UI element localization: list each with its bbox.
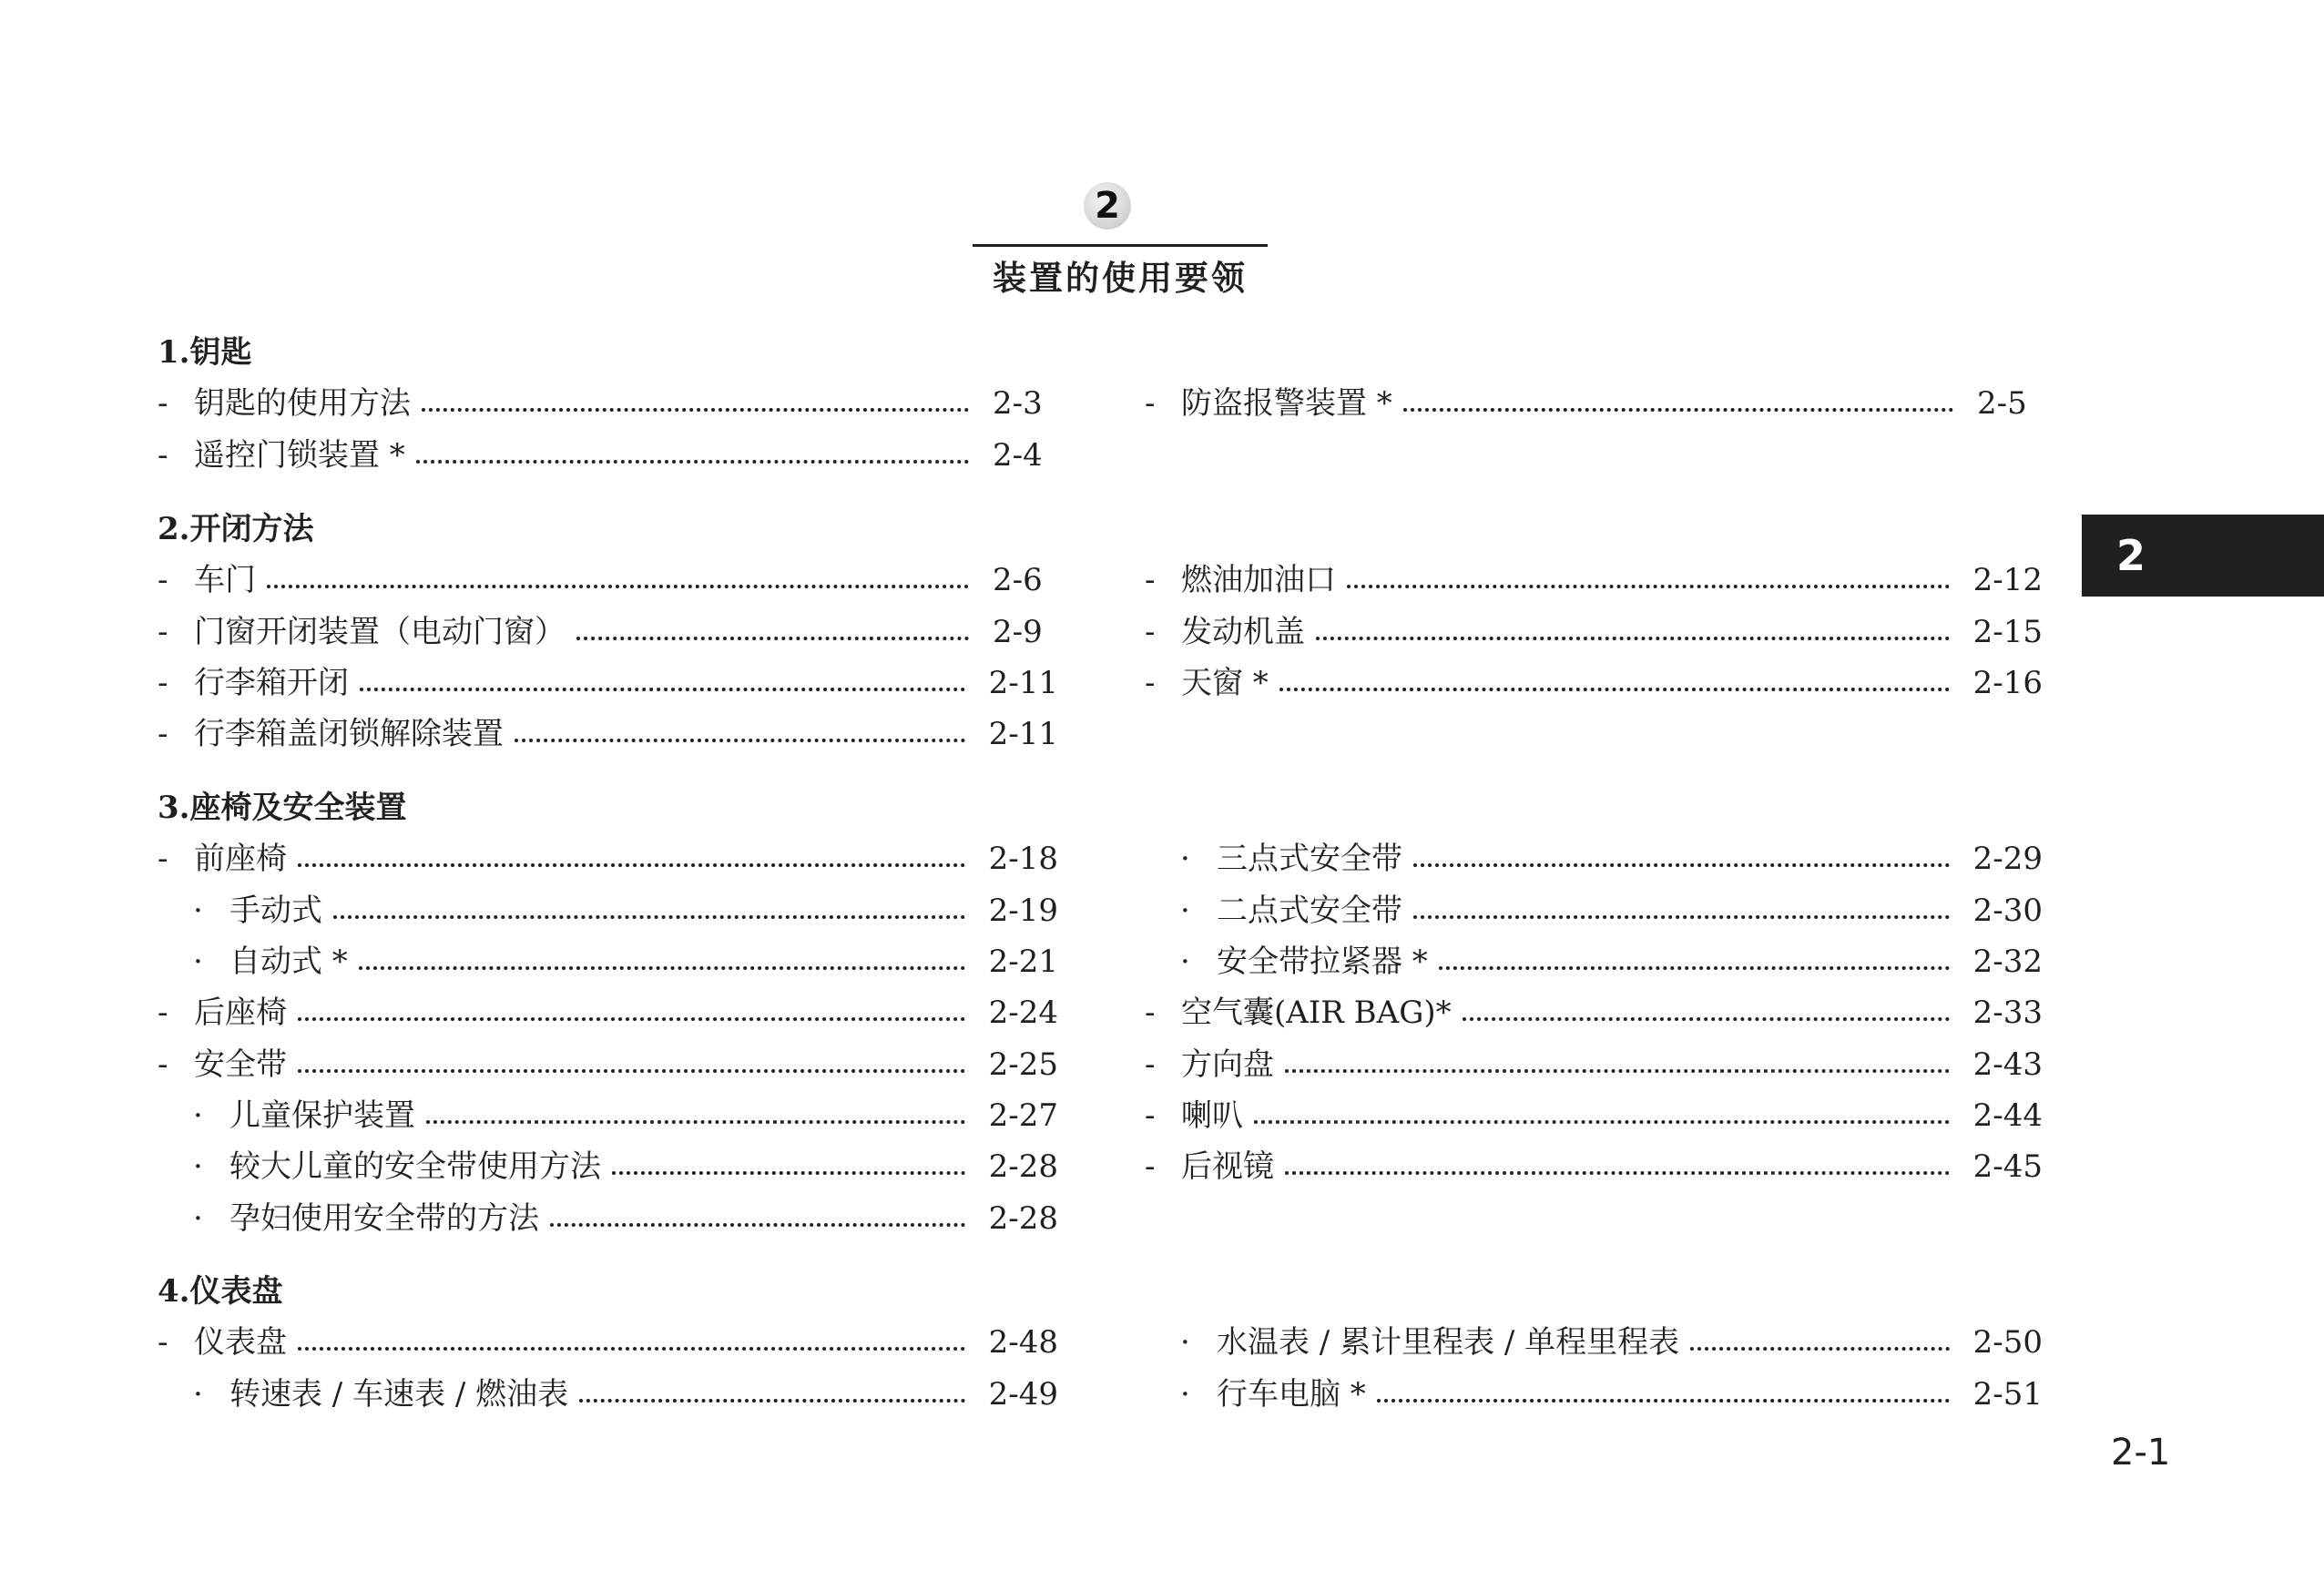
dot-leader (1285, 1171, 1950, 1175)
toc-entry-label: 行李箱盖闭锁解除装置 (194, 716, 504, 752)
toc-entry-page: 2-6 (993, 562, 1043, 598)
dot-leader (1254, 1120, 1950, 1124)
toc-entry-label: 二点式安全带 (1217, 893, 1402, 929)
dot-leader (1413, 915, 1950, 919)
toc-entry-page: 2-33 (1972, 995, 2043, 1031)
toc-entry[interactable] (1145, 607, 2043, 658)
toc-entry-page: 2-48 (988, 1324, 1058, 1361)
toc-entry[interactable] (1145, 987, 2043, 1038)
toc-entry-label: 自动式 * (229, 944, 348, 980)
section-title: 2.开闭方法 (158, 511, 314, 547)
toc-entry-page: 2-49 (988, 1376, 1058, 1413)
toc-entry-label: 后视镜 (1181, 1148, 1274, 1185)
dot-leader (579, 1399, 964, 1403)
toc-entry[interactable] (1145, 1039, 2043, 1090)
toc-entry-page: 2-11 (988, 665, 1058, 701)
toc-entry-marker: - (158, 841, 168, 877)
toc-entry-page: 2-44 (1972, 1097, 2043, 1134)
dot-leader (1279, 688, 1950, 691)
toc-entry-marker: - (1145, 665, 1156, 701)
dot-leader (515, 739, 965, 742)
toc-entry-marker: - (1145, 614, 1156, 650)
toc-entry-page: 2-51 (1972, 1376, 2043, 1413)
toc-entry-marker: - (1145, 995, 1156, 1031)
toc-entry-page: 2-18 (988, 841, 1058, 877)
dot-leader (1285, 1069, 1950, 1073)
toc-entry-marker: - (158, 665, 168, 701)
page-number: 2-1 (2111, 1432, 2171, 1474)
dot-leader (1347, 585, 1950, 588)
toc-entry-label: 仪表盘 (194, 1324, 287, 1361)
toc-entry-label: 手动式 (229, 893, 322, 929)
toc-entry-page: 2-24 (988, 995, 1058, 1031)
toc-entry-marker: · (1180, 1376, 1190, 1413)
dot-leader (416, 460, 969, 464)
toc-entry[interactable] (158, 1039, 1058, 1090)
toc-entry-marker: - (158, 562, 168, 598)
toc-entry-page: 2-19 (988, 893, 1058, 929)
toc-entry-label: 儿童保护装置 (229, 1097, 415, 1134)
toc-entry-label: 发动机盖 (1181, 614, 1305, 650)
toc-entry-page: 2-50 (1972, 1324, 2043, 1361)
dot-leader (550, 1223, 965, 1227)
dot-leader (612, 1171, 965, 1175)
chapter-number-badge: 2 (1084, 182, 1131, 230)
toc-entry-marker: · (193, 893, 203, 929)
chapter-side-tab[interactable]: 2 (2082, 515, 2324, 597)
toc-entry-label: 行李箱开闭 (194, 665, 349, 701)
toc-entry-marker: - (158, 1324, 168, 1361)
toc-entry-marker: - (158, 437, 168, 474)
section-title: 4.仪表盘 (158, 1273, 283, 1310)
toc-entry-page: 2-15 (1972, 614, 2043, 650)
toc-entry-marker: - (1145, 1046, 1156, 1083)
toc-entry-page: 2-45 (1972, 1148, 2043, 1185)
dot-leader (422, 408, 969, 412)
toc-entry[interactable] (1145, 1141, 2043, 1192)
toc-entry-marker: · (1180, 841, 1190, 877)
dot-leader (1403, 408, 1953, 412)
toc-entry[interactable] (158, 378, 1058, 429)
toc-entry-label: 安全带 (194, 1046, 287, 1083)
toc-entry[interactable] (1145, 1090, 2043, 1141)
toc-entry-marker: - (158, 614, 168, 650)
dot-leader (298, 1347, 965, 1351)
toc-entry-marker: · (1180, 944, 1190, 980)
toc-entry-label: 转速表 / 车速表 / 燃油表 (229, 1376, 569, 1413)
toc-entry[interactable] (158, 833, 1058, 884)
toc-entry-marker: · (1180, 1324, 1190, 1361)
toc-entry[interactable] (158, 430, 1058, 481)
toc-entry-marker: · (193, 1200, 203, 1237)
toc-entry-page: 2-9 (993, 614, 1043, 650)
toc-entry[interactable] (193, 1141, 1058, 1192)
toc-entry[interactable] (158, 658, 1058, 709)
toc-entry-label: 后座椅 (194, 995, 287, 1031)
toc-entry-label: 行车电脑 * (1217, 1376, 1366, 1413)
toc-entry[interactable] (1180, 885, 2043, 936)
section-title: 3.座椅及安全装置 (158, 790, 407, 826)
toc-entry[interactable] (158, 607, 1058, 658)
toc-entry[interactable] (193, 936, 1058, 987)
toc-entry-label: 车门 (194, 562, 256, 598)
toc-entry-marker: - (158, 995, 168, 1031)
toc-entry-label: 钥匙的使用方法 (194, 385, 411, 422)
toc-entry-page: 2-16 (1972, 665, 2043, 701)
toc-entry-label: 天窗 * (1181, 665, 1269, 701)
dot-leader (333, 915, 965, 919)
toc-entry-label: 门窗开闭装置（电动门窗） (194, 614, 566, 650)
dot-leader (1316, 637, 1950, 640)
toc-entry-marker: - (1145, 562, 1156, 598)
toc-entry-marker: - (158, 1046, 168, 1083)
toc-entry-label: 三点式安全带 (1217, 841, 1402, 877)
toc-entry[interactable] (1180, 1317, 2043, 1368)
toc-entry-marker: · (193, 1097, 203, 1134)
toc-entry-marker: · (193, 944, 203, 980)
toc-entry[interactable] (158, 709, 1058, 760)
dot-leader (298, 863, 965, 867)
toc-entry-page: 2-43 (1972, 1046, 2043, 1083)
toc-entry[interactable] (193, 1369, 1058, 1420)
toc-entry-marker: - (1145, 1097, 1156, 1134)
toc-entry[interactable] (1145, 658, 2043, 709)
dot-leader (360, 688, 965, 691)
toc-entry[interactable] (1180, 936, 2043, 987)
dot-leader (298, 1069, 965, 1073)
toc-entry[interactable] (1145, 555, 2043, 606)
toc-entry[interactable] (193, 885, 1058, 936)
toc-entry-marker: - (158, 385, 168, 422)
toc-entry-page: 2-12 (1972, 562, 2043, 598)
section-title: 1.钥匙 (158, 334, 252, 371)
toc-entry-marker: · (193, 1376, 203, 1413)
toc-entry-label: 孕妇使用安全带的方法 (229, 1200, 539, 1237)
toc-entry-label: 空气囊(AIR BAG)* (1181, 995, 1452, 1031)
toc-entry-label: 防盗报警装置 * (1181, 385, 1392, 422)
dot-leader (267, 585, 969, 588)
dot-leader (359, 966, 965, 970)
toc-entry-marker: - (158, 716, 168, 752)
toc-entry-page: 2-4 (993, 437, 1043, 474)
toc-entry[interactable] (158, 555, 1058, 606)
toc-entry-page: 2-29 (1972, 841, 2043, 877)
toc-entry[interactable] (158, 987, 1058, 1038)
dot-leader (1439, 966, 1950, 970)
toc-entry-label: 前座椅 (194, 841, 287, 877)
toc-entry[interactable] (193, 1090, 1058, 1141)
toc-entry-label: 安全带拉紧器 * (1217, 944, 1428, 980)
dot-leader (1413, 863, 1950, 867)
chapter-title: 装置的使用要领 (993, 258, 1248, 298)
toc-entry-label: 方向盘 (1181, 1046, 1274, 1083)
dot-leader (426, 1120, 965, 1124)
toc-entry-marker: - (1145, 385, 1156, 422)
toc-entry-page: 2-25 (988, 1046, 1058, 1083)
toc-entry-label: 燃油加油口 (1181, 562, 1336, 598)
toc-entry[interactable] (158, 1317, 1058, 1368)
toc-entry-label: 喇叭 (1181, 1097, 1243, 1134)
toc-entry-page: 2-28 (988, 1148, 1058, 1185)
toc-entry-marker: · (193, 1148, 203, 1185)
dot-leader (576, 637, 969, 640)
dot-leader (1463, 1017, 1950, 1021)
toc-entry-label: 遥控门锁装置 * (194, 437, 405, 474)
dot-leader (1690, 1347, 1949, 1351)
toc-entry-marker: - (1145, 1148, 1156, 1185)
toc-entry-page: 2-32 (1972, 944, 2043, 980)
toc-entry-page: 2-30 (1972, 893, 2043, 929)
toc-entry-page: 2-28 (988, 1200, 1058, 1237)
toc-entry[interactable] (1145, 378, 2043, 429)
toc-entry-page: 2-11 (988, 716, 1058, 752)
toc-entry[interactable] (1180, 1369, 2043, 1420)
toc-entry-page: 2-3 (993, 385, 1043, 422)
dot-leader (1377, 1399, 1950, 1403)
toc-entry[interactable] (193, 1193, 1058, 1244)
toc-entry-page: 2-21 (988, 944, 1058, 980)
toc-entry-label: 较大儿童的安全带使用方法 (229, 1148, 601, 1185)
toc-entry-marker: · (1180, 893, 1190, 929)
toc-entry-page: 2-27 (988, 1097, 1058, 1134)
toc-entry-label: 水温表 / 累计里程表 / 单程里程表 (1217, 1324, 1680, 1361)
toc-entry-page: 2-5 (1977, 385, 2027, 422)
toc-entry[interactable] (1180, 833, 2043, 884)
title-divider (973, 244, 1268, 247)
dot-leader (298, 1017, 965, 1021)
